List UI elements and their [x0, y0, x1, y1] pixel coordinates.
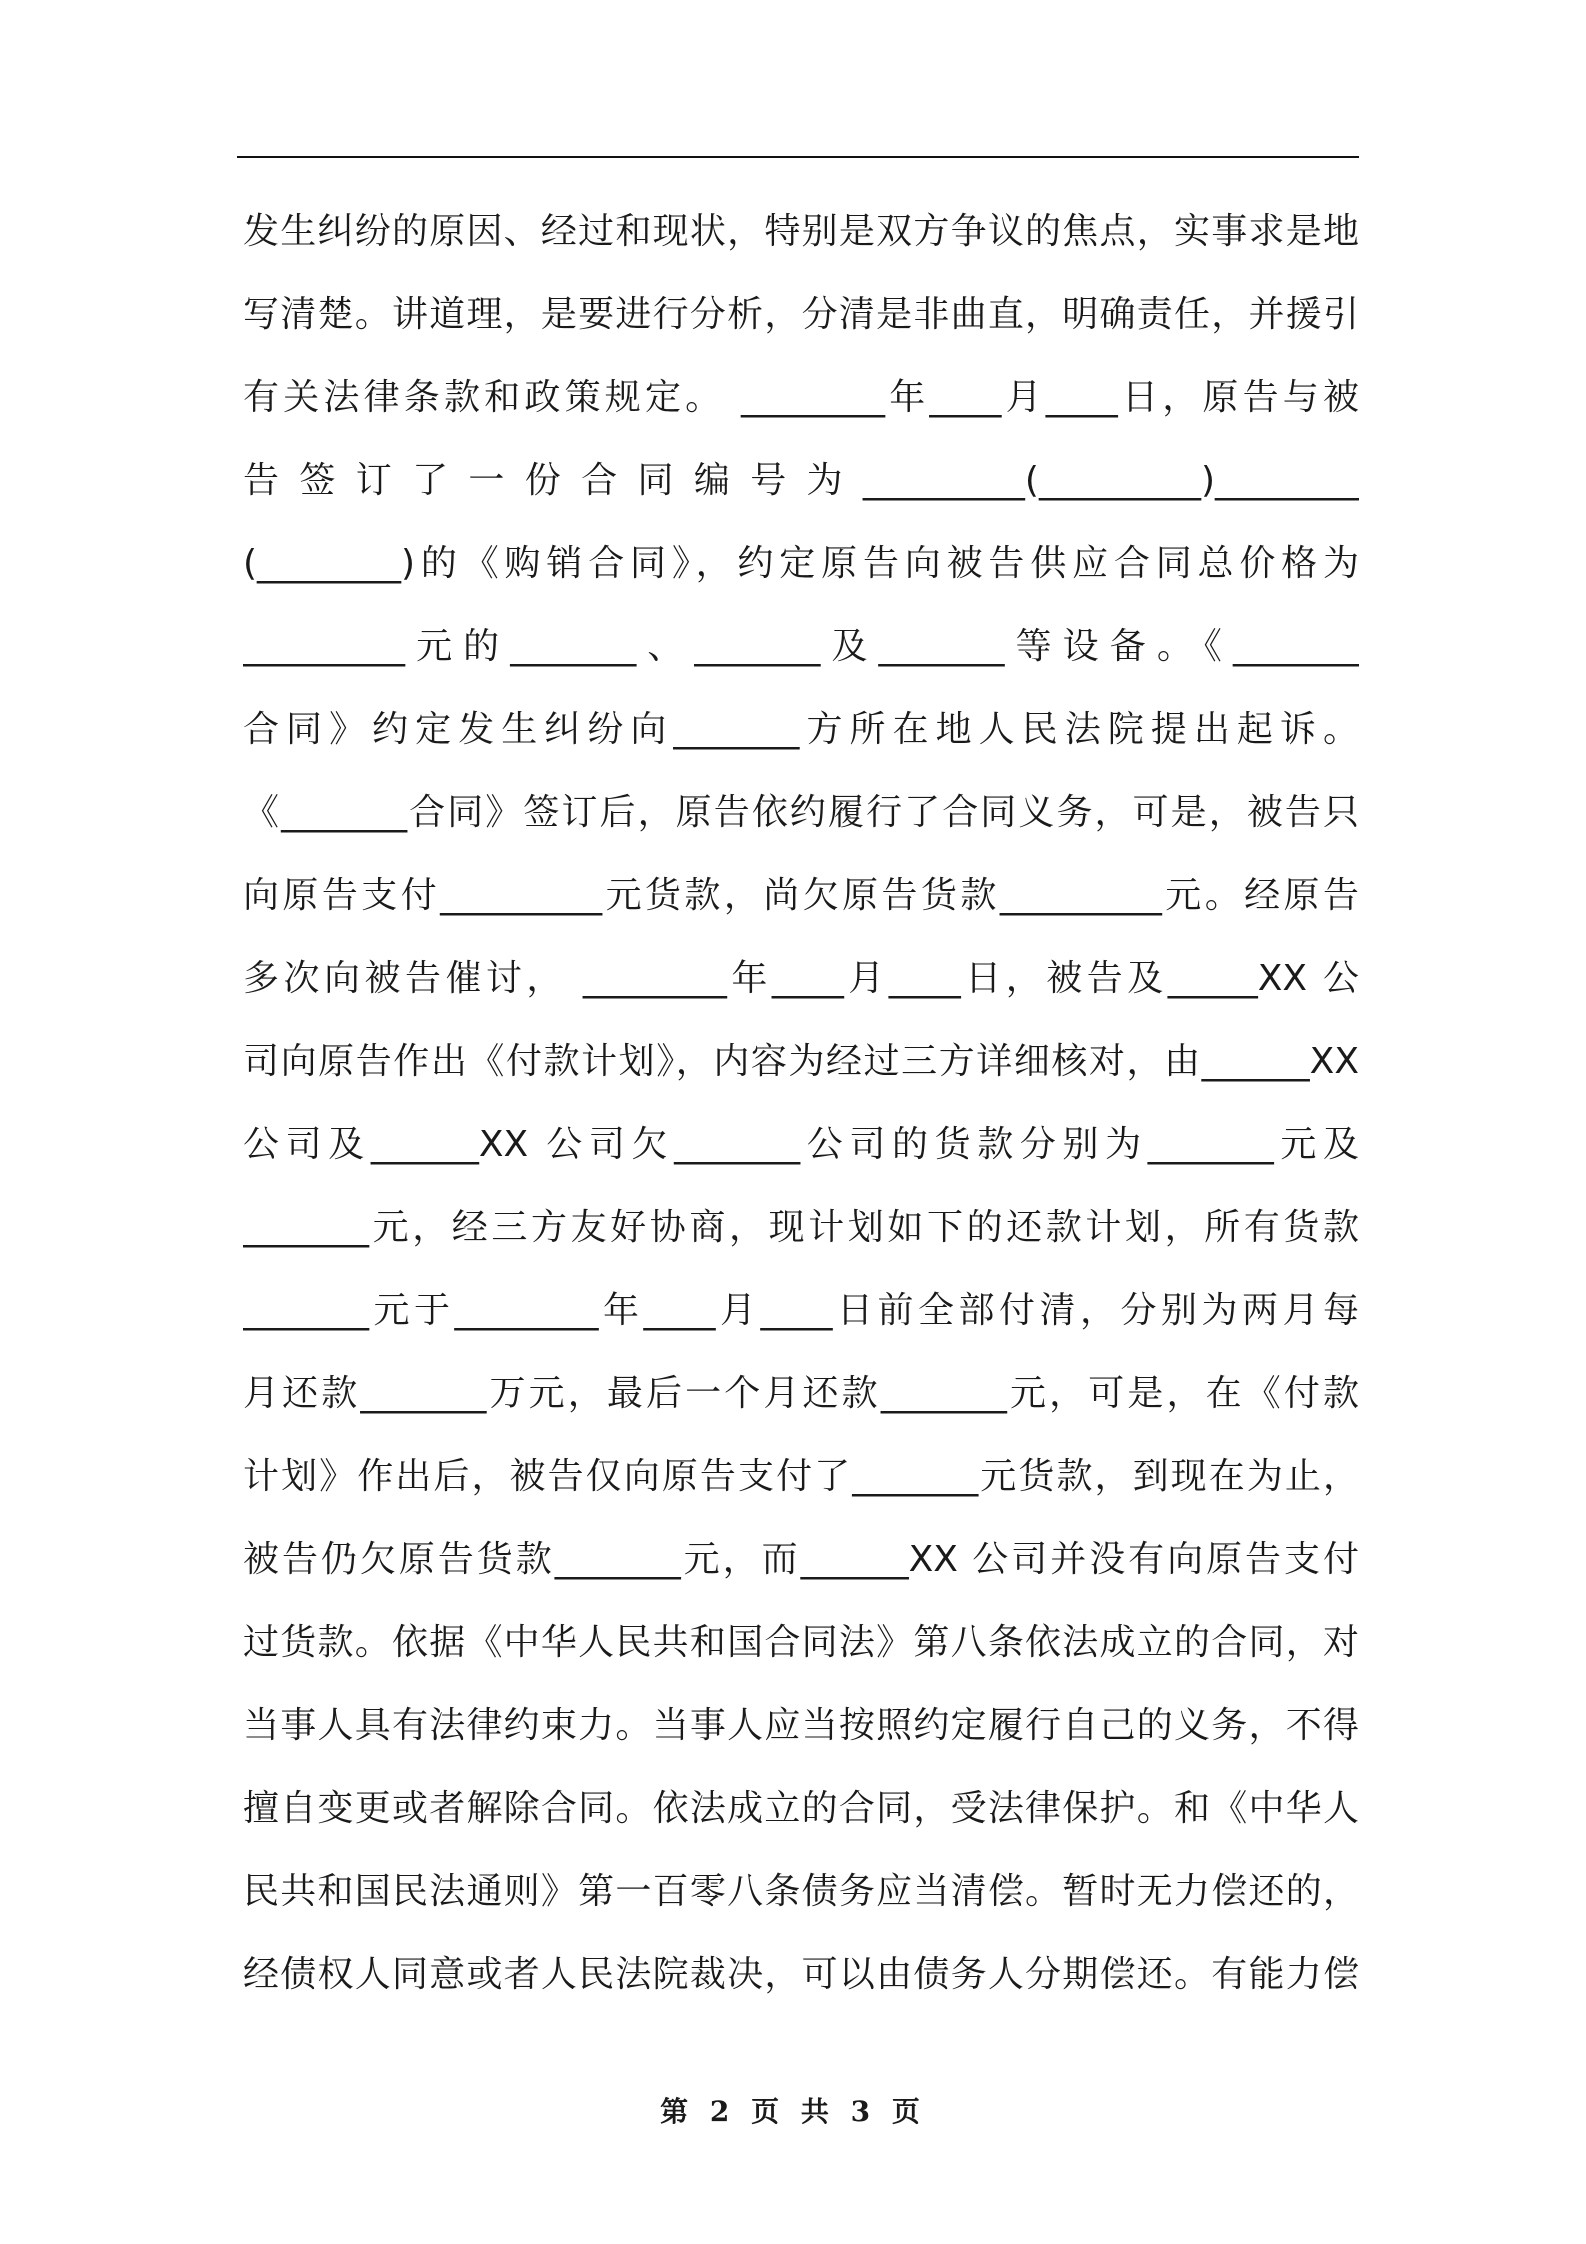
text-line: 过货款。依据《中华人民共和国合同法》第八条依法成立的合同，对 [243, 1622, 1359, 1663]
text-line: 发生纠纷的原因、经过和现状，特别是双方争议的焦点，实事求是地 [243, 211, 1359, 252]
text-line: _______元于________年____月____日前全部付清，分别为两月每 [243, 1290, 1359, 1331]
text-line: 向原告支付_________元货款，尚欠原告货款_________元。经原告 [243, 875, 1359, 916]
text-line: 月还款_______万元，最后一个月还款_______元，可是，在《付款 [243, 1373, 1359, 1414]
header-rule [237, 156, 1359, 158]
page-number: 第 2 页 共 3 页 [660, 2095, 926, 2128]
text-line: 有关法律条款和政策规定。 ________年____月____日，原告与被 [243, 377, 1359, 418]
text-line: 被告仍欠原告货款_______元，而______XX 公司并没有向原告支付 [243, 1539, 1359, 1580]
text-line: _______元，经三方友好协商，现计划如下的还款计划，所有货款 [243, 1207, 1359, 1248]
text-line: 公司及______XX 公司欠_______公司的货款分别为_______元及 [243, 1124, 1359, 1165]
text-line: 合同》约定发生纠纷向_______方所在地人民法院提出起诉。 [243, 709, 1359, 750]
text-line: 多次向被告催讨， ________年____月____日，被告及_____XX 公 [243, 958, 1359, 999]
text-line: 擅自变更或者解除合同。依法成立的合同，受法律保护。和《中华人 [243, 1788, 1359, 1829]
text-line: 写清楚。讲道理，是要进行分析，分清是非曲直，明确责任，并援引 [243, 294, 1359, 335]
text-line: 司向原告作出《付款计划》，内容为经过三方详细核对，由______XX [243, 1041, 1359, 1082]
document-body [243, 190, 1359, 2016]
text-line: 民共和国民法通则》第一百零八条债务应当清偿。暂时无力偿还的， [243, 1871, 1359, 1912]
text-line: 经债权人同意或者人民法院裁决，可以由债务人分期偿还。有能力偿 [243, 1954, 1359, 1995]
text-line: 告 签 订 了 一 份 合 同 编 号 为 _________(_________)________ [243, 460, 1359, 501]
text-line: (________)的《购销合同》，约定原告向被告供应合同总价格为 [243, 543, 1359, 584]
text-line: 《_______合同》签订后，原告依约履行了合同义务，可是，被告只 [243, 792, 1359, 833]
text-line: 当事人具有法律约束力。当事人应当按照约定履行自己的义务，不得 [243, 1705, 1359, 1746]
text-line: 计划》作出后，被告仅向原告支付了_______元货款，到现在为止， [243, 1456, 1359, 1497]
text-line: _________元的_______、_______及_______等设备。《_______ [243, 626, 1359, 667]
